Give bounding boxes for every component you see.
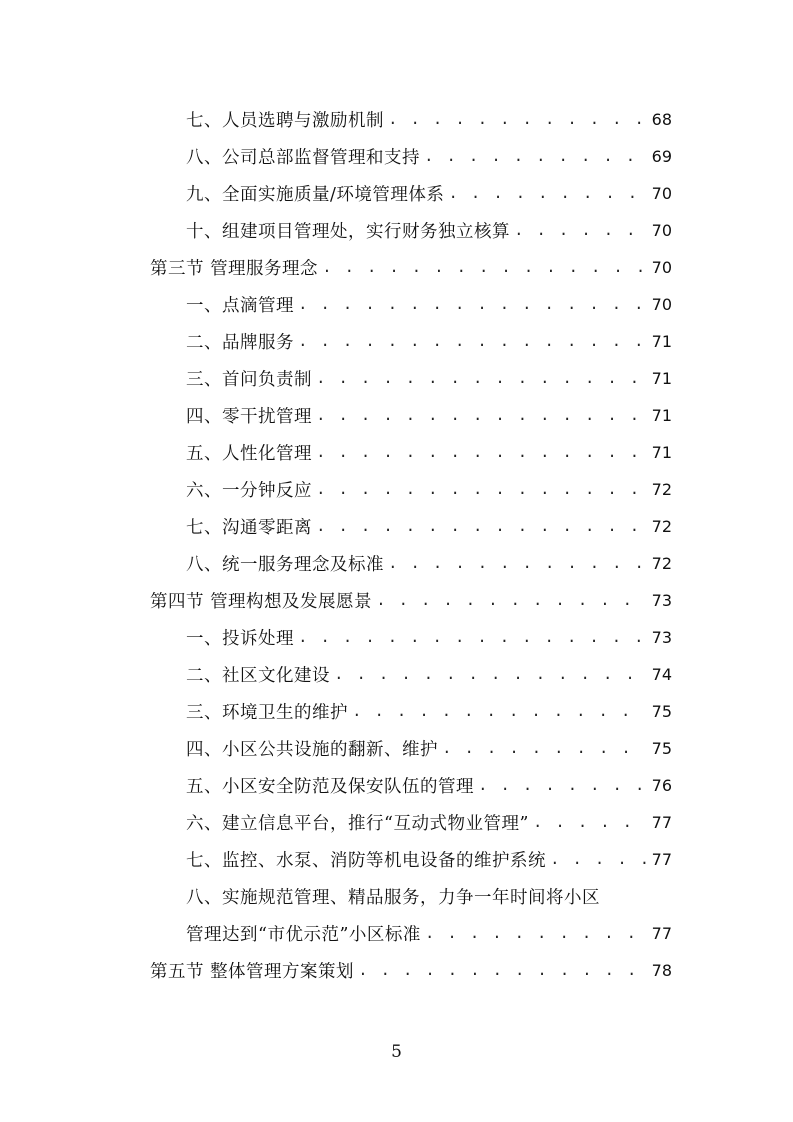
dot-leader (442, 740, 646, 758)
toc-entry[interactable] (186, 212, 672, 249)
dot-leader (334, 666, 646, 684)
toc-entry-wrapped[interactable] (186, 878, 672, 915)
toc-entry-label: 第四节 管理构想及发展愿景 (150, 592, 373, 612)
toc-entry-label: 七、沟通零距离 (186, 518, 312, 538)
toc-entry[interactable] (186, 397, 672, 434)
toc-section-entry[interactable] (150, 582, 672, 619)
toc-entry-label: 五、小区安全防范及保安队伍的管理 (186, 777, 474, 797)
toc-entry[interactable] (186, 508, 672, 545)
dot-leader (316, 481, 646, 499)
toc-entry-page: 74 (651, 665, 672, 684)
toc-entry[interactable] (186, 730, 672, 767)
dot-leader (376, 592, 646, 610)
toc-entry-label: 一、点滴管理 (186, 296, 294, 316)
dot-leader (298, 629, 646, 647)
toc-entry[interactable] (186, 286, 672, 323)
toc-entry-label: 四、小区公共设施的翻新、维护 (186, 740, 438, 760)
toc-entry[interactable] (186, 471, 672, 508)
toc-section-entry[interactable] (150, 249, 672, 286)
dot-leader (316, 518, 646, 536)
dot-leader (352, 703, 646, 721)
toc-entry[interactable] (186, 545, 672, 582)
toc-entry[interactable] (186, 656, 672, 693)
toc-entry-page: 70 (651, 221, 672, 240)
toc-entry[interactable] (186, 434, 672, 471)
toc-entry-page: 72 (651, 517, 672, 536)
toc-entry-label: 八、统一服务理念及标准 (186, 555, 384, 575)
toc-entry-label: 七、监控、水泵、消防等机电设备的维护系统 (186, 851, 546, 871)
dot-leader (514, 222, 646, 240)
toc-entry-page: 69 (651, 147, 672, 166)
toc-entry[interactable] (186, 619, 672, 656)
toc-entry[interactable] (186, 138, 672, 175)
dot-leader (316, 407, 646, 425)
toc-entry-label: 一、投诉处理 (186, 629, 294, 649)
dot-leader (388, 555, 646, 573)
dot-leader (358, 962, 646, 980)
dot-leader (448, 185, 645, 203)
toc-entry-page: 70 (651, 295, 672, 314)
toc-entry-page: 75 (651, 739, 672, 758)
toc-entry[interactable] (186, 101, 672, 138)
toc-entry-page: 77 (651, 813, 672, 832)
toc-entry-continuation[interactable] (186, 915, 672, 952)
dot-leader (316, 444, 646, 462)
page-number: 5 (391, 1042, 402, 1062)
dot-leader (322, 259, 646, 277)
toc-entry-label: 管理达到“市优示范”小区标准 (186, 925, 421, 945)
toc-entry-page: 73 (651, 628, 672, 647)
table-of-contents (0, 101, 793, 989)
dot-leader (533, 814, 646, 832)
toc-entry-page: 78 (651, 961, 672, 980)
toc-entry-page: 77 (651, 924, 672, 943)
toc-entry-label: 七、人员选聘与激励机制 (186, 111, 384, 131)
toc-entry[interactable] (186, 841, 672, 878)
toc-entry-label: 第三节 管理服务理念 (150, 259, 319, 279)
toc-entry-label: 四、零干扰管理 (186, 407, 312, 427)
toc-entry-label: 三、首问负责制 (186, 370, 312, 390)
toc-entry-label: 八、公司总部监督管理和支持 (186, 148, 420, 168)
toc-entry-page: 75 (651, 702, 672, 721)
toc-section-entry[interactable] (150, 952, 672, 989)
toc-entry-label: 二、社区文化建设 (186, 666, 330, 686)
toc-entry-label: 二、品牌服务 (186, 333, 294, 353)
toc-entry-page: 71 (651, 443, 672, 462)
toc-entry-page: 71 (651, 332, 672, 351)
toc-entry[interactable] (186, 767, 672, 804)
toc-entry-page: 71 (651, 369, 672, 388)
toc-entry-label: 六、一分钟反应 (186, 481, 312, 501)
dot-leader (298, 333, 646, 351)
toc-entry-label: 三、环境卫生的维护 (186, 703, 348, 723)
toc-entry-page: 71 (651, 406, 672, 425)
dot-leader (550, 851, 646, 869)
toc-entry[interactable] (186, 693, 672, 730)
toc-entry-page: 70 (651, 184, 672, 203)
dot-leader (424, 148, 646, 166)
dot-leader (316, 370, 646, 388)
toc-entry-label: 九、全面实施质量/环境管理体系 (186, 185, 445, 205)
toc-entry-label: 十、组建项目管理处，实行财务独立核算 (186, 222, 510, 242)
toc-entry[interactable] (186, 175, 672, 212)
toc-entry-page: 70 (651, 258, 672, 277)
toc-entry[interactable] (186, 360, 672, 397)
toc-entry-page: 73 (651, 591, 672, 610)
toc-entry-label: 五、人性化管理 (186, 444, 312, 464)
dot-leader (388, 111, 646, 129)
toc-entry-page: 77 (651, 850, 672, 869)
toc-entry-page: 72 (651, 480, 672, 499)
toc-entry-page: 68 (651, 110, 672, 129)
toc-entry-page: 76 (651, 776, 672, 795)
toc-entry-page: 72 (651, 554, 672, 573)
toc-entry[interactable] (186, 804, 672, 841)
toc-entry-label: 六、建立信息平台，推行“互动式物业管理” (186, 814, 529, 834)
toc-entry[interactable] (186, 323, 672, 360)
dot-leader (298, 296, 646, 314)
toc-entry-label: 第五节 整体管理方案策划 (150, 962, 355, 982)
dot-leader (425, 925, 646, 943)
toc-entry-label: 八、实施规范管理、精品服务，力争一年时间将小区 (186, 888, 600, 908)
dot-leader (478, 777, 646, 795)
